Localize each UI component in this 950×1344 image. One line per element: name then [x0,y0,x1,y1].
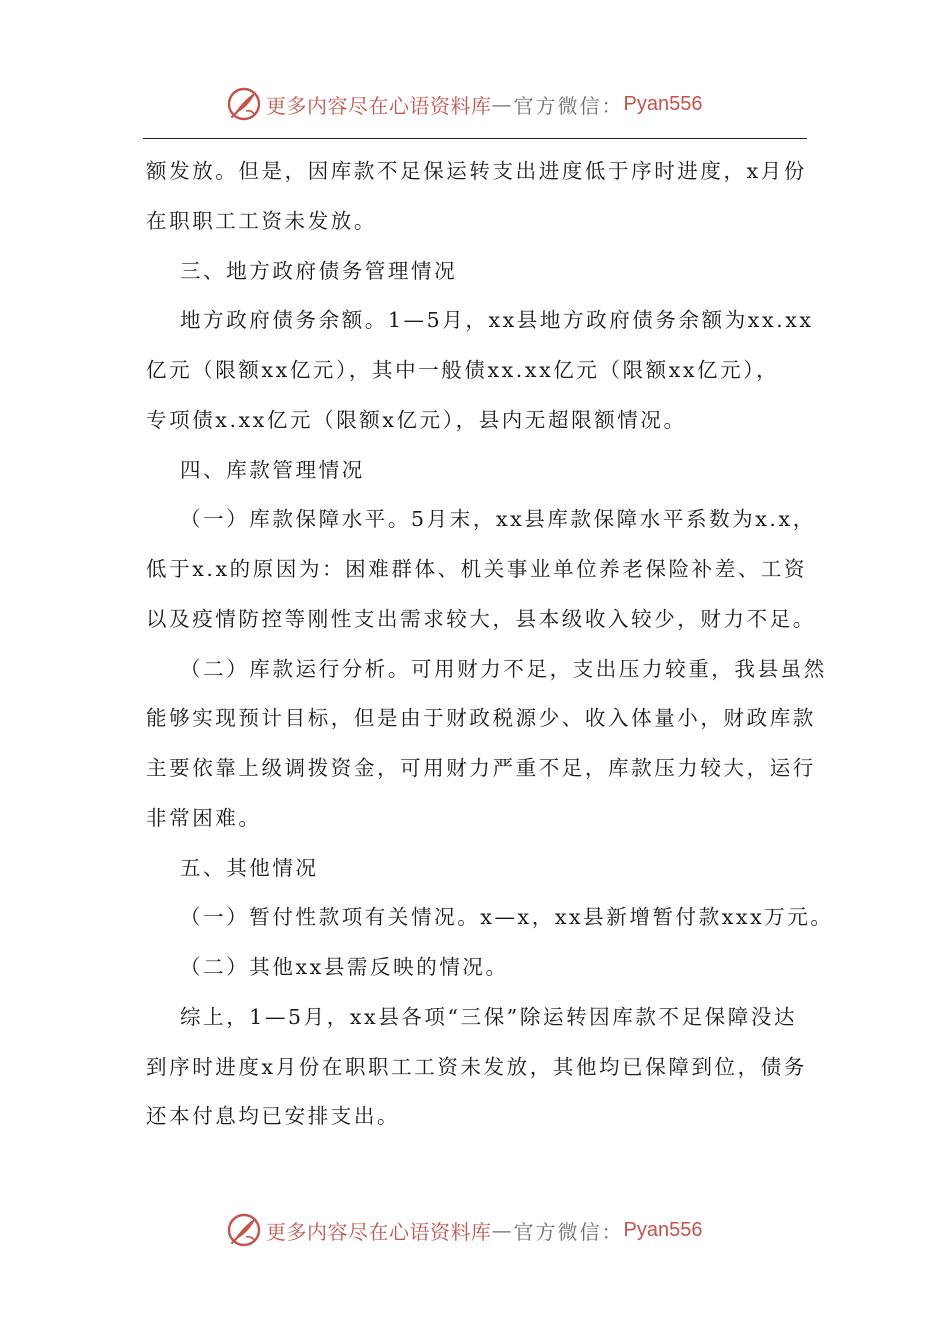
watermark-wechat-label: 官方微信： [513,1219,624,1244]
watermark-wechat-id: Pyan556 [623,92,703,115]
section-heading: 五、其他情况 [180,855,319,880]
body-line: 综上，1—5月，xx县各项“三保”除运转因库款不足保障没达 [180,1004,798,1029]
body-line: （二）库款运行分析。可用财力不足，支出压力较重，我县虽然 [180,656,827,681]
watermark-site-name: 更多内容尽在心语资料库 [266,1219,492,1244]
section-heading: 四、库款管理情况 [180,457,365,482]
watermark-site-name: 更多内容尽在心语资料库 [266,93,492,118]
body-line: 在职职工工资未发放。 [146,208,377,233]
body-line: 额发放。但是，因库款不足保运转支出进度低于序时进度，x月份 [146,159,807,183]
body-line: 专项债x.xx亿元（限额x亿元），县内无超限额情况。 [146,407,687,432]
body-line: 地方政府债务余额。1—5月，xx县地方政府债务余额为xx.xx [180,308,814,333]
document-body [146,147,834,1142]
body-line: 亿元（限额xx亿元），其中一般债xx.xx亿元（限额xx亿元）， [146,358,780,382]
feather-pen-logo-icon [226,86,262,122]
body-line: 还本付息均已安排支出。 [146,1104,401,1129]
body-line: 到序时进度x月份在职职工工资未发放，其他均已保障到位，债务 [146,1054,807,1079]
header-watermark [226,84,702,124]
body-line: 以及疫情防控等刚性支出需求较大，县本级收入较少，财力不足。 [146,606,816,631]
header-divider [143,138,807,139]
body-line: 能够实现预计目标，但是由于财政税源少、收入体量小，财政库款 [146,706,816,731]
body-line: 主要依靠上级调拨资金，可用财力严重不足，库款压力较大，运行 [146,756,816,780]
watermark-wechat-id: Pyan556 [623,1218,703,1241]
footer-watermark [226,1210,702,1250]
body-line: （一）暂付性款项有关情况。x—x，xx县新增暂付款xxx万元。 [180,905,834,930]
feather-pen-logo-icon [226,1212,262,1248]
watermark-dash: — [491,92,514,116]
watermark-dash: — [491,1218,514,1242]
body-line: 非常困难。 [146,805,262,830]
watermark-wechat-label: 官方微信： [513,93,624,118]
body-line: （二）其他xx县需反映的情况。 [180,955,509,979]
section-heading: 三、地方政府债务管理情况 [180,258,458,283]
body-line: （一）库款保障水平。5月末，xx县库款保障水平系数为x.x， [180,507,816,532]
body-line: 低于x.x的原因为：困难群体、机关事业单位养老保险补差、工资 [146,557,808,581]
